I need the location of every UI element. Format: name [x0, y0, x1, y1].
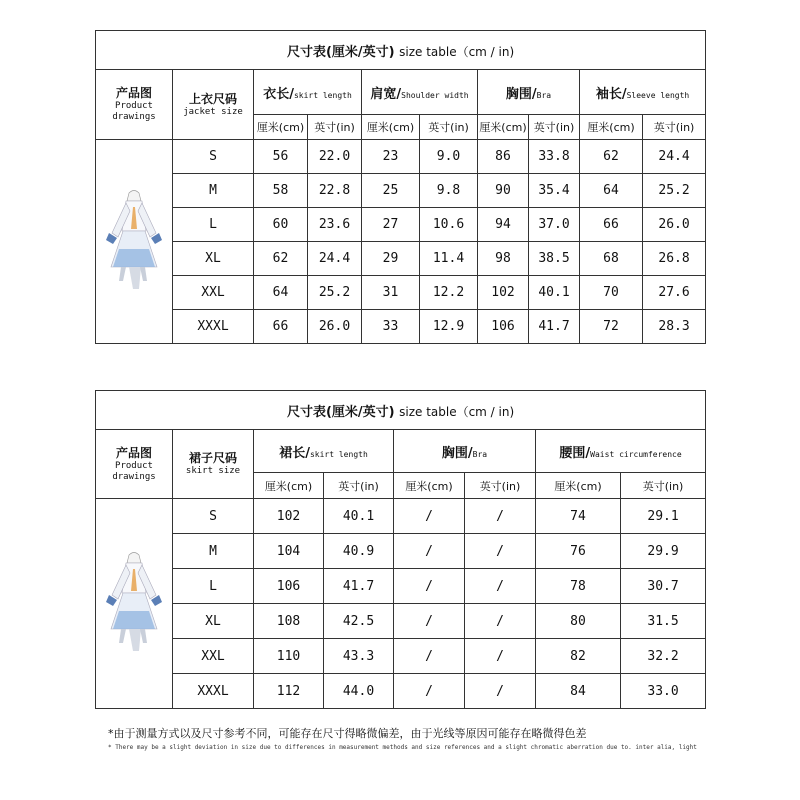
value-cell: 23: [362, 140, 420, 174]
value-cell: 23.6: [308, 208, 362, 242]
unit-in: 英寸(in): [529, 115, 580, 140]
unit-cm: 厘米(cm): [536, 473, 621, 499]
unit-in: 英寸(in): [324, 473, 394, 499]
value-cell: 32.2: [621, 639, 706, 674]
table-row: [96, 140, 706, 174]
value-cell: 62: [580, 140, 643, 174]
value-cell: 12.2: [420, 276, 478, 310]
size-cell: S: [173, 499, 254, 534]
value-cell: 102: [478, 276, 529, 310]
unit-in: 英寸(in): [621, 473, 706, 499]
value-cell: /: [394, 569, 465, 604]
value-cell: 26.8: [643, 242, 706, 276]
size-cell: XXL: [173, 276, 254, 310]
measure-header: [394, 430, 536, 473]
skirt-title-zh: 尺寸表(厘米/英寸): [286, 404, 395, 420]
value-cell: 98: [478, 242, 529, 276]
measurement-note-zh: *由于测量方式以及尺寸参考不同，可能存在尺寸得略微偏差，由于光线等原因可能存在略微得色差: [108, 727, 587, 740]
value-cell: 40.9: [324, 534, 394, 569]
measure-zh: 袖长/: [595, 86, 627, 102]
value-cell: 24.4: [308, 242, 362, 276]
value-cell: 78: [536, 569, 621, 604]
size-label-en: jacket size: [183, 106, 243, 117]
value-cell: 41.7: [324, 569, 394, 604]
value-cell: /: [465, 674, 536, 709]
size-cell: XXL: [173, 639, 254, 674]
photo-label: 产品图: [115, 86, 152, 100]
value-cell: /: [465, 604, 536, 639]
jacket-title-en: size table（cm / in): [399, 44, 515, 59]
value-cell: /: [394, 499, 465, 534]
value-cell: 64: [580, 174, 643, 208]
value-cell: 10.6: [420, 208, 478, 242]
skirt-size-header: [173, 430, 254, 499]
unit-cm: 厘米(cm): [254, 115, 308, 140]
table-row: [96, 499, 706, 534]
unit-in: 英寸(in): [465, 473, 536, 499]
jacket-size-header: [173, 70, 254, 140]
value-cell: 84: [536, 674, 621, 709]
unit-cm: 厘米(cm): [478, 115, 529, 140]
size-cell: M: [173, 174, 254, 208]
size-cell: L: [173, 208, 254, 242]
measure-header: [254, 70, 362, 115]
value-cell: 43.3: [324, 639, 394, 674]
table-row: [96, 674, 706, 709]
value-cell: /: [394, 674, 465, 709]
measure-header: [362, 70, 478, 115]
photo-label-en-2: drawings: [112, 471, 156, 482]
size-cell: XXXL: [173, 310, 254, 344]
value-cell: 62: [254, 242, 308, 276]
measure-en: Bra: [536, 90, 552, 100]
value-cell: 28.3: [643, 310, 706, 344]
size-label: 上衣尺码: [188, 91, 237, 106]
value-cell: 25.2: [643, 174, 706, 208]
value-cell: 44.0: [324, 674, 394, 709]
table-row: [96, 534, 706, 569]
value-cell: 25: [362, 174, 420, 208]
value-cell: 42.5: [324, 604, 394, 639]
jacket-size-table: [95, 30, 706, 344]
unit-in: 英寸(in): [420, 115, 478, 140]
value-cell: 56: [254, 140, 308, 174]
value-cell: /: [394, 639, 465, 674]
value-cell: 70: [580, 276, 643, 310]
value-cell: 82: [536, 639, 621, 674]
measurement-note-en: * There may be a slight deviation in size due to differences in measurement methods and size references and a slight chromatic aberration due to. inter alia, light: [108, 744, 697, 751]
value-cell: 33.0: [621, 674, 706, 709]
value-cell: 64: [254, 276, 308, 310]
photo-label: 产品图: [115, 445, 152, 460]
size-label-en: skirt size: [185, 466, 241, 476]
table-row: [96, 242, 706, 276]
photo-label-en-1: Product: [115, 460, 153, 471]
unit-cm: 厘米(cm): [362, 115, 420, 140]
value-cell: 108: [254, 604, 324, 639]
value-cell: 86: [478, 140, 529, 174]
size-cell: M: [173, 534, 254, 569]
value-cell: 12.9: [420, 310, 478, 344]
table-row: [96, 174, 706, 208]
size-cell: S: [173, 140, 254, 174]
value-cell: 94: [478, 208, 529, 242]
value-cell: 29: [362, 242, 420, 276]
value-cell: 26.0: [643, 208, 706, 242]
value-cell: 31.5: [621, 604, 706, 639]
dress-product-image: [99, 549, 169, 659]
value-cell: 38.5: [529, 242, 580, 276]
value-cell: /: [465, 499, 536, 534]
value-cell: 9.8: [420, 174, 478, 208]
unit-in: 英寸(in): [643, 115, 706, 140]
measure-en: skirt length: [293, 90, 352, 100]
value-cell: 22.0: [308, 140, 362, 174]
value-cell: 40.1: [324, 499, 394, 534]
skirt-body: [96, 499, 706, 709]
product-photo-cell: [96, 140, 173, 344]
measure-zh: 肩宽/: [370, 86, 402, 102]
value-cell: /: [465, 534, 536, 569]
value-cell: /: [394, 604, 465, 639]
value-cell: 110: [254, 639, 324, 674]
value-cell: 68: [580, 242, 643, 276]
value-cell: 76: [536, 534, 621, 569]
jacket-title-zh: 尺寸表(厘米/英寸): [286, 44, 395, 60]
size-cell: XL: [173, 242, 254, 276]
value-cell: 37.0: [529, 208, 580, 242]
value-cell: 72: [580, 310, 643, 344]
value-cell: 25.2: [308, 276, 362, 310]
measure-en: skirt length: [309, 449, 368, 459]
size-cell: XL: [173, 604, 254, 639]
jacket-photo-header: [96, 70, 173, 140]
value-cell: 41.7: [529, 310, 580, 344]
table-row: [96, 310, 706, 344]
measure-en: Bra: [472, 449, 488, 459]
value-cell: 30.7: [621, 569, 706, 604]
photo-label-en-1: Product: [115, 101, 153, 111]
measure-zh: 腰围/: [559, 445, 591, 461]
table-row: [96, 208, 706, 242]
value-cell: 106: [478, 310, 529, 344]
value-cell: 106: [254, 569, 324, 604]
value-cell: 22.8: [308, 174, 362, 208]
value-cell: 112: [254, 674, 324, 709]
unit-cm: 厘米(cm): [254, 473, 324, 499]
dress-product-image: [99, 187, 169, 297]
measure-en: Shoulder width: [401, 90, 469, 100]
skirt-photo-header: [96, 430, 173, 499]
value-cell: 29.9: [621, 534, 706, 569]
size-cell: XXXL: [173, 674, 254, 709]
value-cell: /: [465, 569, 536, 604]
table-row: [96, 639, 706, 674]
value-cell: 104: [254, 534, 324, 569]
skirt-table-title: [96, 391, 706, 430]
measure-header: [580, 70, 706, 115]
table-row: [96, 569, 706, 604]
measure-header: [536, 430, 706, 473]
value-cell: 35.4: [529, 174, 580, 208]
value-cell: 31: [362, 276, 420, 310]
product-photo-cell: [96, 499, 173, 709]
value-cell: 27.6: [643, 276, 706, 310]
jacket-body: [96, 140, 706, 344]
value-cell: 33: [362, 310, 420, 344]
photo-label-en-2: drawings: [112, 112, 156, 122]
table-row: [96, 604, 706, 639]
value-cell: 24.4: [643, 140, 706, 174]
measure-en: Sleeve length: [626, 90, 690, 100]
value-cell: /: [394, 534, 465, 569]
value-cell: 9.0: [420, 140, 478, 174]
unit-cm: 厘米(cm): [394, 473, 465, 499]
unit-in: 英寸(in): [308, 115, 362, 140]
value-cell: 40.1: [529, 276, 580, 310]
table-row: [96, 276, 706, 310]
measure-zh: 衣长/: [263, 86, 294, 102]
skirt-title-en: size table（cm / in): [399, 404, 515, 419]
value-cell: 11.4: [420, 242, 478, 276]
measure-zh: 胸围/: [441, 445, 473, 461]
value-cell: 66: [580, 208, 643, 242]
measure-header: [254, 430, 394, 473]
value-cell: 102: [254, 499, 324, 534]
measure-zh: 裙长/: [279, 445, 310, 461]
size-label: 裙子尺码: [188, 451, 237, 465]
value-cell: 27: [362, 208, 420, 242]
size-cell: L: [173, 569, 254, 604]
value-cell: 58: [254, 174, 308, 208]
value-cell: 26.0: [308, 310, 362, 344]
measure-header: [478, 70, 580, 115]
measure-en: Waist circumference: [590, 449, 682, 459]
skirt-size-table: [95, 390, 706, 709]
value-cell: /: [465, 639, 536, 674]
jacket-table-title: [96, 31, 706, 70]
value-cell: 90: [478, 174, 529, 208]
value-cell: 60: [254, 208, 308, 242]
value-cell: 74: [536, 499, 621, 534]
unit-cm: 厘米(cm): [580, 115, 643, 140]
value-cell: 33.8: [529, 140, 580, 174]
value-cell: 66: [254, 310, 308, 344]
value-cell: 29.1: [621, 499, 706, 534]
measure-zh: 胸围/: [505, 86, 537, 102]
value-cell: 80: [536, 604, 621, 639]
